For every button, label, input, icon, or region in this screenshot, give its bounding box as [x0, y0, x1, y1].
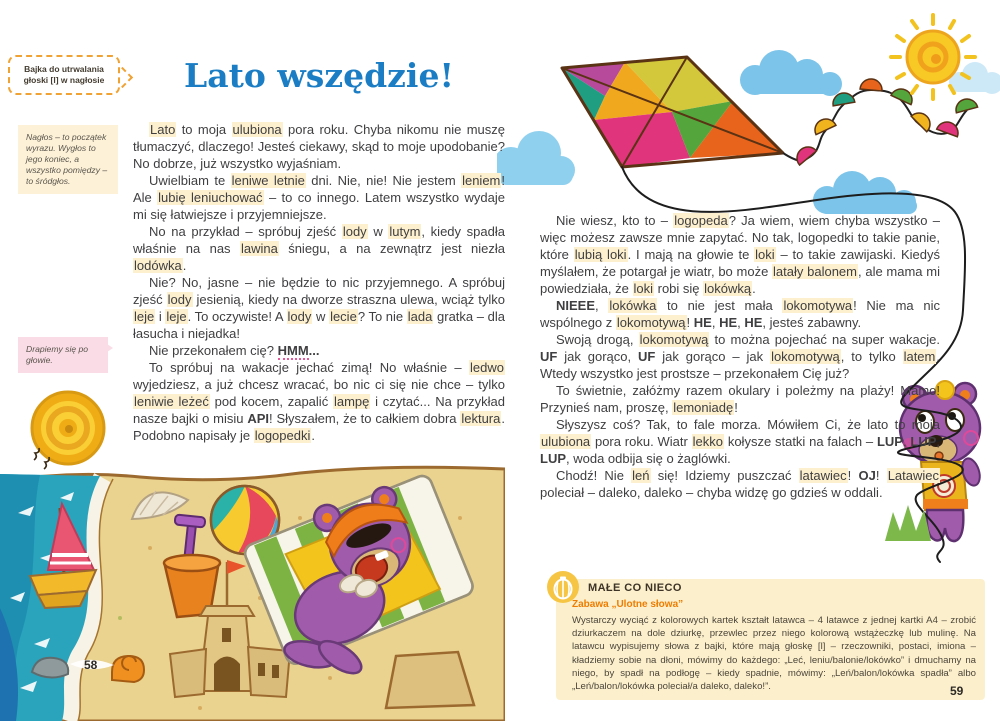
lollipop-illustration [24, 388, 108, 476]
story-paragraph: To świetnie, załóżmy razem okulary i poleżmy na plaży! Mamo! Przynieś nam, proszę, lemoniadę! [540, 383, 940, 415]
beach-illustration [0, 458, 505, 721]
story-paragraph: To spróbuj na wakacje jechać zimą! No właśnie – ledwo wyjedziesz, a już chcesz wracać, bo nic ci się nie chce – tylko leniwie leżeć pod kocem, zapalić lampę i czytać... Na przykład nasze bajki o misiu API! Słyszałem, że to całkiem dobra lektura. Podobno napisały je logopedki. [133, 360, 505, 443]
activity-box-body: Wystarczy wyciąć z kolorowych kartek kształt latawca – 4 latawce z jednej kartki A4 – zrobić dziurkaczem na dole dziurkę, przewlec przez niego kolorową wstążeczkę lub mulinę. Na latawcu wypisujemy słowa z bajki, które mają głoskę [l] – rzeczowniki, postaci, imiona – kładziemy sobie na dłoni, mówimy do każdego: „Leć, leniu/balonie/lokówko” i dmuchamy na niego, by spadł na podłogę – kiedy spadnie, mówimy: „Leń/balon/lokówka spadła” albo „Leń/balon/lokówka poleciał/a daleko, daleko!”. [572, 615, 976, 693]
story-paragraph: Słyszysz coś? Tak, to fale morza. Mówiłem Ci, że lato to moja ulubiona pora roku. Wiatr lekko kołysze statki na falach – LUP, LUP, LUP, woda odbija się o żaglówki. [540, 417, 940, 466]
activity-box-subheading: Zabawa „Ulotne słowa” [572, 599, 684, 610]
corner-tag: Bajka do utrwalania głoski [l] w nagłosie [8, 55, 120, 95]
snail-shell [112, 656, 144, 682]
story-paragraph: No na przykład – spróbuj zjeść lody w lutym, kiedy spadła właśnie na nas lawina śniegu, a na zewnątrz jest niezła lodówka. [133, 224, 505, 273]
story-text-left [133, 121, 505, 444]
cloud [740, 50, 842, 96]
cloud [497, 131, 575, 185]
story-paragraph: Uwielbiam te leniwe letnie dni. Nie, nie! Nie jestem leniem! Ale lubię leniuchować – to co innego. Latem wszystko wydaje mi się łatwiejsze i przyjemniejsze. [133, 173, 505, 222]
story-paragraph: Nie wiesz, kto to – logopeda? Ja wiem, wiem chyba wszystko – więc możesz zawsze mnie zapytać. No tak, logopedki to takie panie, które lubią loki. I mają na głowie te loki – to takie zawijaski. Kiedyś myślałem, że potargał je wiatr, bo może latały balonem, ale mama mi powiedziała, że loki robi się lokówką. [540, 213, 941, 296]
note-pointer-icon [104, 342, 113, 354]
story-paragraph: NIEEE, lokówka to nie jest mała lokomotywa! Nie ma nic wspólnego z lokomotywą! HE, HE, HE, jesteś zabawny. [540, 298, 940, 330]
activity-box-heading: MAŁE CO NIECO [588, 582, 682, 594]
story-paragraph: Swoją drogą, lokomotywą to można pojechać na super wakacje. UF jak gorąco, UF jak gorąco – jak lokomotywą, to tylko latem. Wtedy wszystko jest prostsze – przekonałem Cię już? [540, 332, 940, 381]
margin-note-drapiemy: Drapiemy się po głowie. [18, 337, 108, 373]
story-paragraph: Nie przekonałem cię? HMM... [149, 343, 320, 358]
story-text-right [540, 212, 940, 501]
cloud [813, 171, 917, 214]
page-number-right: 59 [950, 684, 964, 698]
story-paragraph: Lato to moja ulubiona pora roku. Chyba nikomu nie muszę tłumaczyć, dlaczego! Jesteś ciekawy, skąd to moje upodobanie? No dobrze, już wszystko wyjaśniam. [133, 122, 506, 171]
page-number-left: 58 [84, 658, 98, 672]
margin-note-naglos: Nagłos – to początek wyrazu. Wygłos to jego koniec, a wszystko pomiędzy – to śródgłos. [18, 125, 118, 194]
story-paragraph: Nie? No, jasne – nie będzie to nic przyjemnego. A spróbuj zjeść lody jesienią, kiedy na dworze straszna ulewa, wciąż tylko leje i leje. To oczywiste! A lody w lecie? To nie lada gratka – dla łasucha i niejadka! [133, 275, 505, 341]
page-title: Lato wszędzie! [184, 56, 454, 95]
story-paragraph: Chodź! Nie leń się! Idziemy puszczać latawiec! OJ! Latawiec poleciał – daleko, daleko – chyba widzę go gdzieś w oddali. [540, 468, 940, 500]
